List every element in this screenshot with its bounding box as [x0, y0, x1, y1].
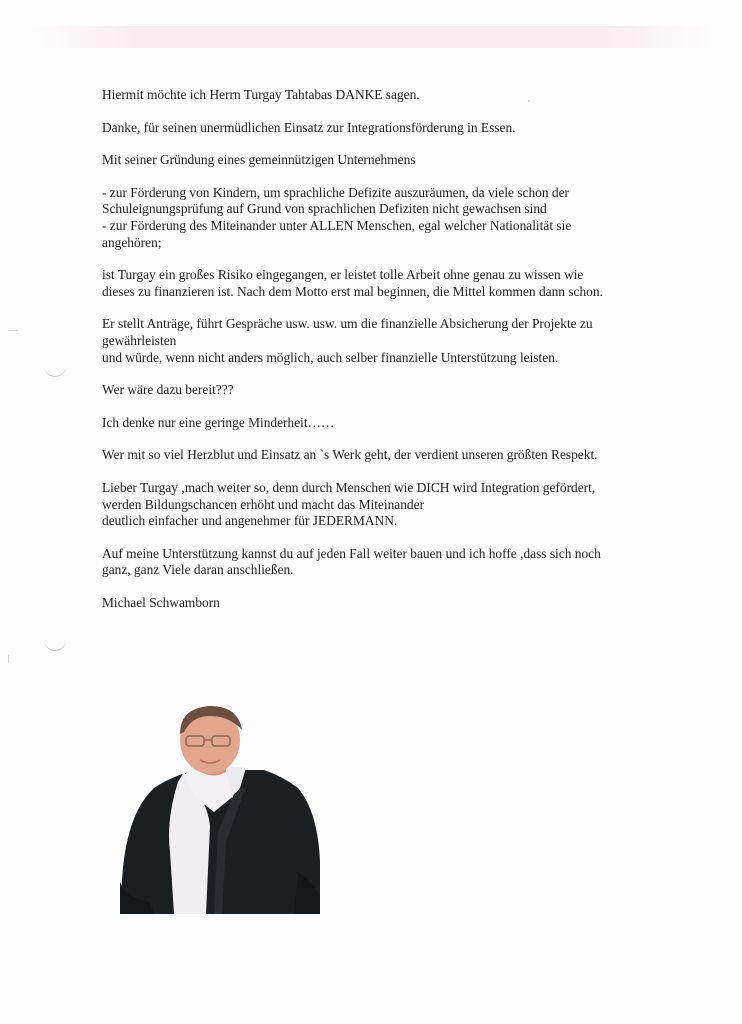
letter-line: und würde, wenn nicht anders möglich, auch selber finanzielle Unterstützung leisten. — [102, 349, 559, 365]
scan-tint — [30, 26, 710, 48]
letter-line: Danke, für seinen unermüdlichen Einsatz zur Integrationsförderung in Essen. — [102, 119, 516, 135]
letter-line: angehören; — [102, 234, 162, 250]
letter-body — [102, 87, 662, 611]
letter-line: ist Turgay ein großes Risiko eingegangen, er leistet tolle Arbeit ohne genau zu wissen wie — [102, 267, 584, 283]
portrait-photo — [114, 702, 324, 914]
letter-line: werden Bildungschancen erhöht und macht das Miteinander — [102, 496, 425, 512]
letter-line: Ich denke nur eine geringe Minderheit…… — [102, 414, 335, 430]
greeting-line: Hiermit möchte ich Herrn Turgay Tahtabas DANKE sagen. — [102, 87, 420, 102]
letter-line: - zur Förderung von Kindern, um sprachliche Defizite auszuräumen, da viele schon der — [102, 184, 570, 200]
scan-speck — [8, 330, 18, 331]
letter-line: deutlich einfacher und angenehmer für JEDERMANN. — [102, 513, 398, 529]
letter-line: - zur Förderung des Miteinander unter ALLEN Menschen, egal welcher Nationalität sie — [102, 217, 572, 233]
letter-line: Lieber Turgay ,mach weiter so, denn durch Menschen wie DICH wird Integration gefördert, — [102, 479, 596, 495]
signature-name: Michael Schwamborn — [102, 594, 220, 610]
letter-line: Wer mit so viel Herzblut und Einsatz an `s Werk geht, der verdient unseren größten Respekt. — [102, 447, 598, 463]
scan-speck — [8, 655, 9, 663]
letter-line: ganz, ganz Viele daran anschließen. — [102, 562, 294, 578]
letter-line: Auf meine Unterstützung kannst du auf jeden Fall weiter bauen und ich hoffe ,dass sich noch — [102, 545, 601, 561]
punch-hole-mark — [44, 640, 66, 651]
punch-hole-mark — [44, 366, 66, 377]
letter-line: Wer wäre dazu bereit??? — [102, 382, 234, 398]
letter-line: dieses zu finanzieren ist. Nach dem Motto erst mal beginnen, die Mittel kommen dann schon. — [102, 283, 603, 299]
letter-line: gewährleisten — [102, 332, 177, 348]
letter-line: Schuleignungsprüfung auf Grund von sprachlichen Defiziten nicht gewachsen sind — [102, 201, 547, 217]
letter-line: Er stellt Anträge, führt Gespräche usw. usw. um die finanzielle Absicherung der Projekte zu — [102, 316, 593, 332]
letter-line: Mit seiner Gründung eines gemeinnützigen Unternehmens — [102, 152, 416, 168]
